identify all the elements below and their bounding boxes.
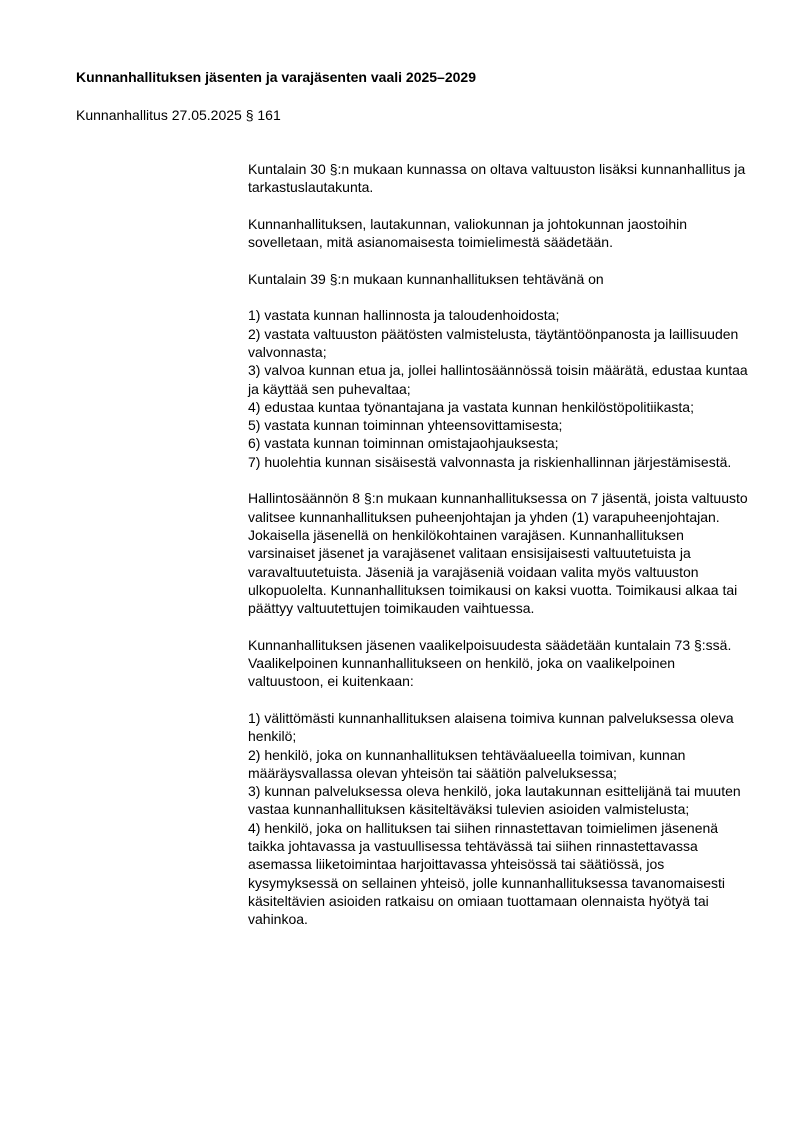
paragraph-vaalikelpoisuus: Kunnanhallituksen jäsenen vaalikelpoisuudesta säädetään kuntalain 73 §:ssä. Vaalikelpoinen kunnanhallitukseen on henkilö, joka on vaalikelpoinen valtuustoon, ei kuitenkaan: (248, 636, 732, 690)
document-title: Kunnanhallituksen jäsenten ja varajäsenten vaali 2025–2029 (76, 69, 476, 85)
list-item: 3) valvoa kunnan etua ja, jollei hallintosäännössä toisin määrätä, edustaa kuntaa ja käyttää sen puhevaltaa; (248, 362, 748, 397)
list-item: 7) huolehtia kunnan sisäisestä valvonnasta ja riskienhallinnan järjestämisestä. (248, 453, 732, 470)
paragraph-kuntalain-39: Kuntalain 39 §:n mukaan kunnanhallituksen tehtävänä on (248, 270, 604, 287)
list-item: 4) edustaa kuntaa työnantajana ja vastata kunnan henkilöstöpolitiikasta; (248, 398, 694, 415)
paragraph-jaostot: Kunnanhallituksen, lautakunnan, valiokunnan ja johtokunnan jaostoihin sovelletaan, mitä asianomaisesta toimielimestä säädetään. (248, 215, 687, 251)
list-item: 3) kunnan palveluksessa oleva henkilö, joka lautakunnan esittelijänä tai muuten vastaa kunnanhallituksen käsiteltäväksi tulevien asioiden valmistelusta; (248, 783, 741, 818)
list-item: 4) henkilö, joka on hallituksen tai siihen rinnastettavan toimielimen jäsenenä taikka johtavassa ja vastuullisessa tehtävässä tai siihen rinnastettavassa asemassa liiketoimintaa harjoittavassa yhteisössä tai säätiössä, jos kysymyksessä on sellainen yhteisö, jolle kunnanhallituksessa tavanomaisesti käsiteltävien asioiden ratkaisu on omiaan tuottamaan olennaista hyötyä tai vahinkoa. (248, 819, 726, 928)
list-item: 2) vastata valtuuston päätösten valmistelusta, täytäntöönpanosta ja laillisuuden valvonnasta; (248, 325, 739, 360)
duties-list (248, 306, 748, 471)
meeting-reference: Kunnanhallitus 27.05.2025 § 161 (76, 107, 281, 123)
list-item: 2) henkilö, joka on kunnanhallituksen tehtäväalueella toimivan, kunnan määräysvallassa olevan yhteisön tai säätiön palveluksessa; (248, 746, 686, 781)
list-item: 5) vastata kunnan toiminnan yhteensovittamisesta; (248, 417, 563, 434)
list-item: 1) vastata kunnan hallinnosta ja taloudenhoidosta; (248, 307, 560, 324)
paragraph-hallintosaanto: Hallintosäännön 8 §:n mukaan kunnanhallituksessa on 7 jäsentä, joista valtuusto valitsee kunnanhallituksen puheenjohtajan ja yhden (1) varapuheenjohtajan. Jokaisella jäsenellä on henkilökohtainen varajäsen. Kunnanhallituksen varsinaiset jäsenet ja varajäsenet valitaan ensisijaisesti valtuutetuista ja varavaltuutetuista. Jäseniä ja varajäseniä voidaan valita myös valtuuston ulkopuolelta. Kunnanhallituksen toimikausi on kaksi vuotta. Toimikausi alkaa tai päättyy valtuutettujen toimikauden vaihtuessa. (248, 490, 748, 617)
paragraph-kuntalain-30: Kuntalain 30 §:n mukaan kunnassa on oltava valtuuston lisäksi kunnanhallitus ja tarkastuslautakunta. (248, 161, 746, 196)
list-item: 6) vastata kunnan toiminnan omistajaohjauksesta; (248, 435, 559, 452)
exclusions-list (248, 709, 748, 929)
document-body (248, 160, 748, 947)
list-item: 1) välittömästi kunnanhallituksen alaisena toimiva kunnan palveluksessa oleva henkilö; (248, 709, 734, 745)
